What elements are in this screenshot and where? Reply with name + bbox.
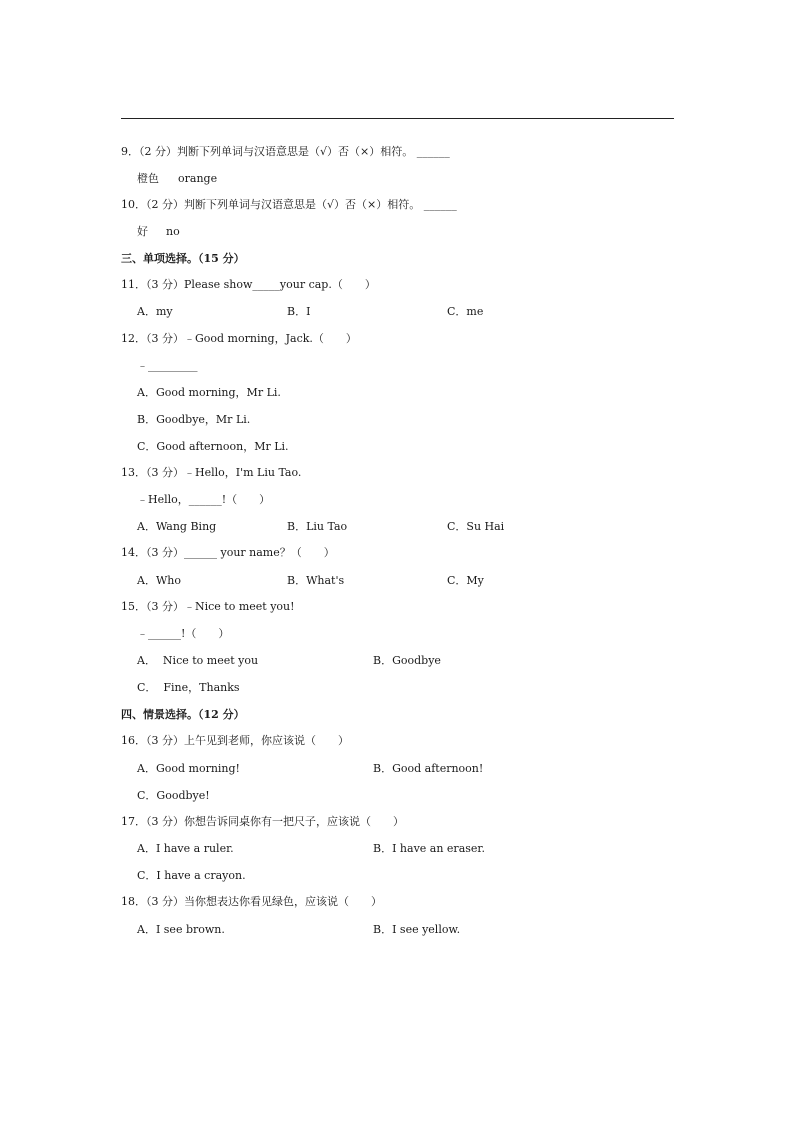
question-14-text: 14．（3 分）______ your name？（ ） bbox=[121, 546, 335, 559]
question-13-option-c: C．Su Hai bbox=[447, 520, 505, 533]
question-17-option-b: B．I have an eraser. bbox=[373, 842, 485, 855]
question-16-text: 16．（3 分）上午见到老师，你应该说（ ） bbox=[121, 734, 349, 747]
question-11-option-a: A．my bbox=[137, 305, 173, 318]
question-16-option-c: C．Goodbye! bbox=[137, 789, 210, 802]
question-9-english: orange bbox=[178, 172, 218, 185]
question-15-answer-line: ﹣______!（ ） bbox=[137, 627, 230, 640]
question-18-option-a: A．I see brown. bbox=[137, 923, 225, 936]
question-15-option-a: A． Nice to meet you bbox=[137, 654, 259, 667]
question-12-option-c: C．Good afternoon，Mr Li. bbox=[137, 440, 289, 453]
question-13-option-a: A．Wang Bing bbox=[137, 520, 217, 533]
question-10-english: no bbox=[166, 225, 180, 238]
section-4-heading: 四、情景选择。（12 分） bbox=[121, 708, 245, 721]
question-11-option-c: C．me bbox=[447, 305, 484, 318]
question-12-answer-line: ﹣_________ bbox=[137, 359, 198, 372]
question-18-option-b: B．I see yellow. bbox=[373, 923, 461, 936]
question-9-chinese: 橙色 bbox=[137, 172, 159, 185]
question-15-option-c: C． Fine，Thanks bbox=[137, 681, 240, 694]
question-14-option-c: C．My bbox=[447, 574, 484, 587]
header-rule bbox=[121, 118, 674, 119]
question-10-text: 10．（2 分）判断下列单词与汉语意思是（√）否（×）相符。 ______ bbox=[121, 198, 457, 211]
question-13-text: 13．（3 分）﹣Hello，I'm Liu Tao. bbox=[121, 466, 302, 479]
question-14-option-b: B．What's bbox=[287, 574, 345, 587]
question-12-option-b: B．Goodbye，Mr Li. bbox=[137, 413, 251, 426]
question-11-option-b: B．I bbox=[287, 305, 311, 318]
question-18-text: 18．（3 分）当你想表达你看见绿色，应该说（ ） bbox=[121, 895, 382, 908]
question-9-text: 9．（2 分）判断下列单词与汉语意思是（√）否（×）相符。 ______ bbox=[121, 145, 450, 158]
question-12-option-a: A．Good morning，Mr Li. bbox=[137, 386, 281, 399]
section-3-heading: 三、单项选择。（15 分） bbox=[121, 252, 245, 265]
question-16-option-b: B．Good afternoon! bbox=[373, 762, 484, 775]
question-15-text: 15．（3 分）﹣Nice to meet you! bbox=[121, 600, 295, 613]
question-17-option-c: C．I have a crayon. bbox=[137, 869, 246, 882]
question-14-option-a: A．Who bbox=[137, 574, 181, 587]
question-10-chinese: 好 bbox=[137, 225, 148, 238]
question-11-text: 11．（3 分）Please show_____your cap.（ ） bbox=[121, 278, 376, 291]
question-17-text: 17．（3 分）你想告诉同桌你有一把尺子，应该说（ ） bbox=[121, 815, 404, 828]
question-15-option-b: B．Goodbye bbox=[373, 654, 441, 667]
question-16-option-a: A．Good morning! bbox=[137, 762, 240, 775]
question-17-option-a: A．I have a ruler. bbox=[137, 842, 234, 855]
question-13-answer-line: ﹣Hello，______!（ ） bbox=[137, 493, 271, 506]
question-12-text: 12．（3 分）﹣Good morning，Jack.（ ） bbox=[121, 332, 357, 345]
question-13-option-b: B．Liu Tao bbox=[287, 520, 348, 533]
